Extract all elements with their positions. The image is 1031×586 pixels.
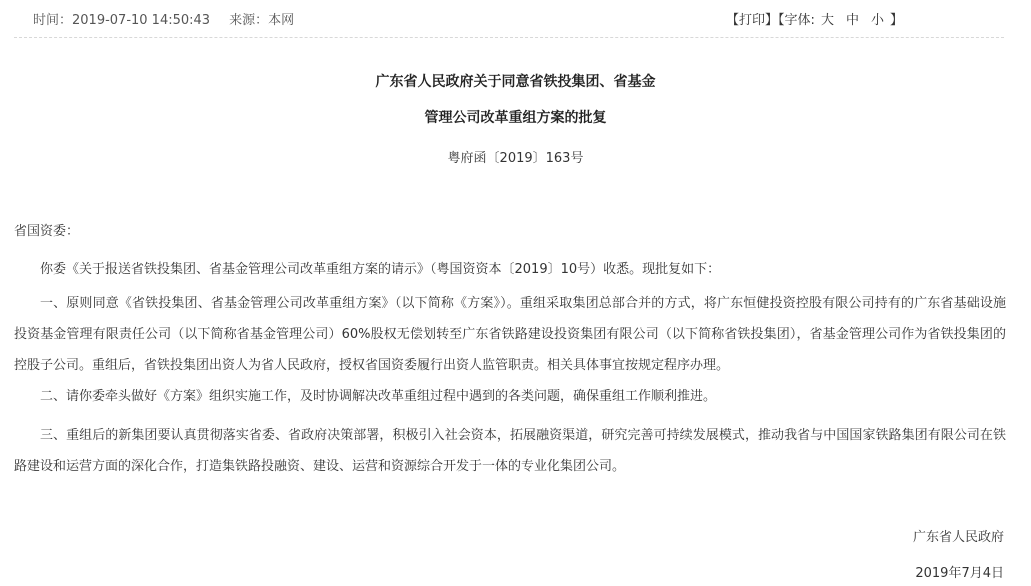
font-size-small-link[interactable]: 小 <box>870 13 884 28</box>
paragraph-development: 三、重组后的新集团要认真贯彻落实省委、省政府决策部署，积极引入社会资本，拓展融资渠道，研究完善可持续发展模式，推动我省与中国国家铁路集团有限公司在铁路建设和运营方面的深化合作，打造集铁路投融资、建设、运营和资源综合开发于一体的专业化集团公司。 <box>14 428 1006 474</box>
paragraph-implementation: 二、请你委牵头做好《方案》组织实施工作，及时协调解决改革重组过程中遇到的各类问题，确保重组工作顺利推进。 <box>40 389 717 404</box>
font-size-label: 字体: <box>784 13 815 28</box>
font-size-large-link[interactable]: 大 <box>820 13 834 28</box>
header-divider <box>14 37 1004 38</box>
article-meta-bar <box>0 0 1031 36</box>
issue-date: 2019年7月4日 <box>915 566 1004 581</box>
paragraph-approval: 一、原则同意《省铁投集团、省基金管理公司改革重组方案》（以下简称《方案》）。重组采取集团总部合并的方式，将广东恒健投资控股有限公司持有的广东省基础设施投资基金管理有限责任公司（以下简称省基金管理公司）60%股权无偿划转至广东省铁路建设投资集团有限公司（以下简称省铁投集团），省基金管理公司作为省铁投集团的控股子公司。重组后，省铁投集团出资人为省人民政府，授权省国资委履行出资人监管职责。相关具体事宜按规定程序办理。 <box>14 296 1006 373</box>
font-bracket-open: 【 <box>778 13 785 28</box>
document-title-line-2: 管理公司改革重组方案的批复 <box>424 110 607 126</box>
document-number: 粤府函〔2019〕163号 <box>447 151 584 166</box>
print-link[interactable]: 打印 <box>739 13 766 28</box>
print-bracket-close: 】 <box>765 13 779 28</box>
print-bracket-open: 【 <box>725 13 739 28</box>
font-bracket-close: 】 <box>889 13 903 28</box>
document-title-line-1: 广东省人民政府关于同意省铁投集团、省基金 <box>375 74 656 90</box>
font-size-medium-link[interactable]: 中 <box>845 13 859 28</box>
article-source: 来源：本网 <box>229 13 295 28</box>
signature: 广东省人民政府 <box>912 530 1004 545</box>
salutation: 省国资委： <box>14 224 80 239</box>
publish-time: 时间：2019-07-10 14:50:43 <box>33 13 211 28</box>
article-info <box>33 9 294 28</box>
article-tools <box>726 9 903 28</box>
paragraph-receipt: 你委《关于报送省铁投集团、省基金管理公司改革重组方案的请示》（粤国资资本〔2019〕10号）收悉。现批复如下： <box>40 262 721 277</box>
